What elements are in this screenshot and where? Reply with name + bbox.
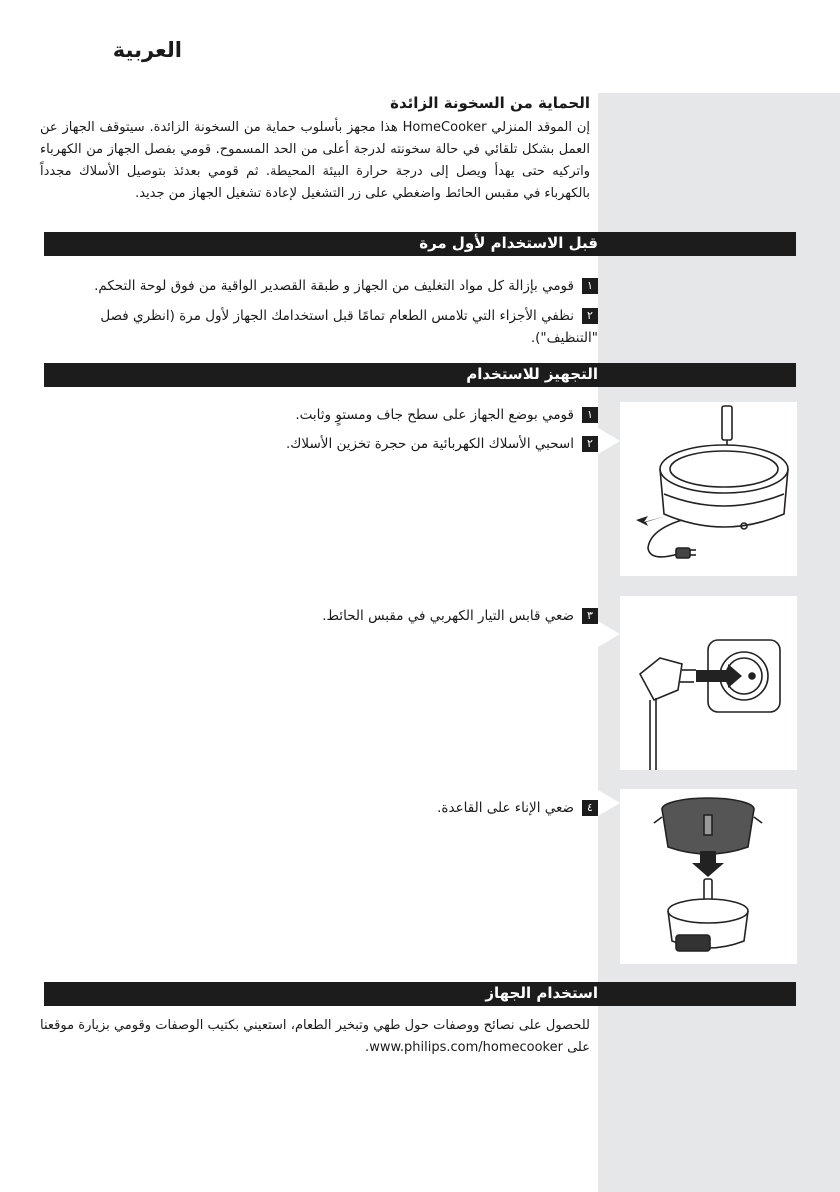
section-title-using: استخدام الجهاز [485,984,598,1002]
overheat-paragraph: إن الموقد المنزلي HomeCooker هذا مجهز بأسلوب حماية من السخونة الزائدة. سيتوقف الجهاز عن العمل بشكل تلقائي في حالة سخونته لدرجة أعلى من الحد المسموح. قومي بفصل الجهاز من الكهرباء واتركيه حتى يهدأ ويصل إلى درجة حرارة البيئة المحيطة. ثم قومي بعدئذ بتوصيل الأسلاك مجدداً بالكهرباء في مقبس الحائط واضغطي على زر التشغيل لإعادة تشغيل الجهاز من جديد. [40,120,591,201]
section-bar-before-first-use [44,232,796,256]
step-number: ١ [582,278,598,294]
illustration-panel-pot [620,789,797,964]
overheat-heading: الحماية من السخونة الزائدة [390,94,590,112]
illustration-panel-socket [620,596,797,770]
pot-onto-base-icon [620,789,797,964]
section-title-before-first-use: قبل الاستخدام لأول مرة [419,234,598,252]
plug-into-socket-icon [620,596,797,770]
step-number: ٢ [582,436,598,452]
before-step-2 [42,305,598,349]
language-title: العربية [112,38,182,62]
step-number: ٣ [582,608,598,624]
step-text: قومي بوضع الجهاز على سطح جاف ومستوٍ وثابت. [295,407,574,423]
panel-pointer [598,621,620,647]
step-number: ٤ [582,800,598,816]
prep-step-2 [42,433,598,455]
illustration-panel-base [620,402,797,576]
using-paragraph: للحصول على نصائح ووصفات حول طهي وتبخير الطعام، استعيني بكتيب الوصفات وقومي بزيارة موقعنا على www.philips.com/homecooker. [40,1018,590,1055]
prep-step-1 [42,404,598,426]
step-text: اسحبي الأسلاك الكهربائية من حجرة تخزين الأسلاك. [285,436,574,452]
section-title-preparing: التجهيز للاستخدام [466,365,598,383]
panel-pointer [598,790,620,816]
panel-pointer [598,428,620,454]
prep-step-3 [42,605,598,627]
step-text: نظفي الأجزاء التي تلامس الطعام تمامًا قبل استخدامك الجهاز لأول مرة (انظري فصل "التنظيف"). [100,308,598,346]
section-bar-using [44,982,796,1006]
before-step-1 [42,275,598,297]
step-number: ١ [582,407,598,423]
section-bar-preparing [44,363,796,387]
step-text: ضعي قابس التيار الكهربي في مقبس الحائط. [322,608,574,624]
prep-step-4 [42,797,598,819]
step-text: قومي بإزالة كل مواد التغليف من الجهاز و طبقة القصدير الواقية من فوق لوحة التحكم. [94,278,574,294]
homecooker-base-cord-icon [620,402,797,576]
step-text: ضعي الإناء على القاعدة. [437,800,574,816]
step-number: ٢ [582,308,598,324]
